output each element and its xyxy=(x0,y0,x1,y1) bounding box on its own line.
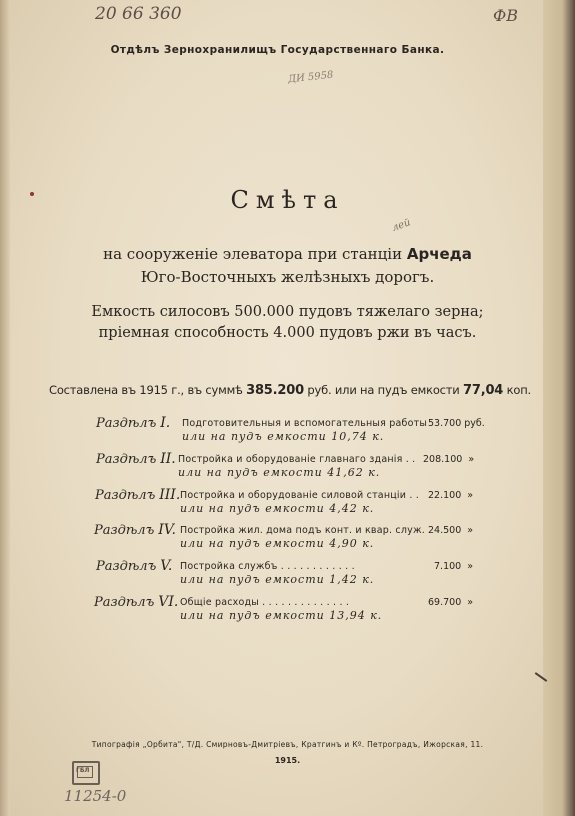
amount-unit: » xyxy=(467,525,474,536)
amount-unit: » xyxy=(467,597,474,608)
per-pud-value: 41,62 к. xyxy=(327,466,381,479)
section-per-pud xyxy=(180,537,374,550)
per-pud-value: 13,94 к. xyxy=(329,609,383,622)
section-row xyxy=(94,593,178,611)
section-amount xyxy=(428,525,473,536)
stamp-text: ГБЛ xyxy=(76,767,90,774)
amount-value: 69.700 xyxy=(428,597,462,608)
print-year: 1915. xyxy=(274,756,301,765)
document-title: Смѣта xyxy=(230,186,345,214)
section-description: Подготовительныя и вспомогательныя работы xyxy=(182,418,428,429)
per-pud-prefix: или на пудъ емкости xyxy=(180,537,325,550)
amount-unit: » xyxy=(468,454,475,465)
per-pud-value: 10,74 к. xyxy=(331,430,385,443)
per-pud-prefix: или на пудъ емкости xyxy=(178,466,323,479)
section-label: Раздѣлъ xyxy=(95,488,156,503)
section-per-pud xyxy=(180,502,374,515)
section-per-pud xyxy=(180,573,374,586)
section-label: Раздѣлъ xyxy=(94,595,155,610)
section-row xyxy=(95,486,180,504)
section-label: Раздѣлъ xyxy=(96,416,157,431)
amount-unit: руб. xyxy=(464,418,485,429)
section-number: V. xyxy=(160,558,173,574)
section-label: Раздѣлъ xyxy=(96,559,157,574)
section-number: III. xyxy=(159,487,181,503)
amount-value: 22.100 xyxy=(428,490,462,501)
per-pud-prefix: или на пудъ емкости xyxy=(180,573,325,586)
section-row xyxy=(96,557,172,575)
subtitle-line-2: Юго-Восточныхъ желѣзныхъ дорогъ. xyxy=(140,268,435,286)
printer-imprint: Типографія „Орбита", Т/Д. Смирновъ-Дмитріевъ, Кратгинъ и Кº. Петроградъ, Ижорская, 11. xyxy=(91,740,484,749)
summary-prefix: Составлена въ 1915 г., въ суммѣ xyxy=(49,383,243,397)
amount-value: 7.100 xyxy=(434,561,462,572)
section-description: Постройка и оборудованіе главнаго зданія . . xyxy=(178,454,416,465)
section-number: VI. xyxy=(158,594,179,610)
per-pud-value: 4,90 к. xyxy=(329,537,375,550)
section-description: Постройка службъ . . . . . . . . . . . . xyxy=(180,561,355,572)
section-description: Общіе расходы . . . . . . . . . . . . . . xyxy=(180,597,350,608)
amount-unit: » xyxy=(467,490,474,501)
amount-value: 24.500 xyxy=(428,525,462,536)
organization-header: Отдѣлъ Зернохранилищъ Государственнаго Банка. xyxy=(110,44,445,56)
section-amount xyxy=(423,454,474,465)
summary-middle: руб. или на пудъ емкости xyxy=(307,383,460,397)
page-right-edge xyxy=(543,0,575,816)
section-amount xyxy=(428,597,473,608)
handwritten-archive-number: ДИ 5958 xyxy=(287,69,334,86)
capacity-line-2: пріемная способность 4.000 пудовъ ржи въ часъ. xyxy=(98,325,477,341)
section-number: II. xyxy=(160,451,176,467)
section-row xyxy=(96,450,176,468)
section-per-pud xyxy=(182,430,384,443)
section-per-pud xyxy=(180,609,382,622)
subtitle-prefix: на сооруженіе элеватора при станціи xyxy=(103,245,403,263)
capacity-line-1: Емкость силосовъ 500.000 пудовъ тяжелаго зерна; xyxy=(91,304,484,320)
station-name: Арчеда xyxy=(406,245,472,263)
section-amount xyxy=(434,561,473,572)
section-label: Раздѣлъ xyxy=(94,523,155,538)
per-pud-prefix: или на пудъ емкости xyxy=(180,502,325,515)
handwritten-top-left: 20 66 360 xyxy=(95,4,182,24)
per-pud-prefix: или на пудъ емкости xyxy=(180,609,325,622)
cost-summary xyxy=(40,383,540,398)
section-row xyxy=(94,521,176,539)
amount-value: 53.700 xyxy=(428,418,462,429)
left-margin-mark xyxy=(30,192,34,196)
summary-suffix: коп. xyxy=(506,383,531,397)
library-stamp xyxy=(72,761,100,785)
amount-unit: » xyxy=(467,561,474,572)
section-number: IV. xyxy=(158,522,176,538)
section-row xyxy=(96,414,170,432)
subtitle-line-1 xyxy=(0,245,575,263)
summary-total: 385.200 xyxy=(246,383,304,398)
section-description: Постройка и оборудованіе силовой станціи . . xyxy=(180,490,419,501)
section-number: I. xyxy=(160,415,171,431)
section-description: Постройка жил. дома подъ конт. и квар. служ. xyxy=(180,525,425,536)
handwritten-inventory-number: 11254-0 xyxy=(64,787,127,805)
summary-per-pud: 77,04 xyxy=(463,383,504,398)
section-amount xyxy=(428,418,485,429)
section-label: Раздѣлъ xyxy=(96,452,157,467)
per-pud-value: 1,42 к. xyxy=(329,573,375,586)
per-pud-prefix: или на пудъ емкости xyxy=(182,430,327,443)
amount-value: 208.100 xyxy=(423,454,463,465)
section-amount xyxy=(428,490,473,501)
per-pud-value: 4,42 к. xyxy=(329,502,375,515)
section-per-pud xyxy=(178,466,380,479)
page-left-edge xyxy=(0,0,10,816)
handwritten-side-note: лей xyxy=(390,217,413,234)
handwritten-top-right: ФВ xyxy=(493,6,519,25)
